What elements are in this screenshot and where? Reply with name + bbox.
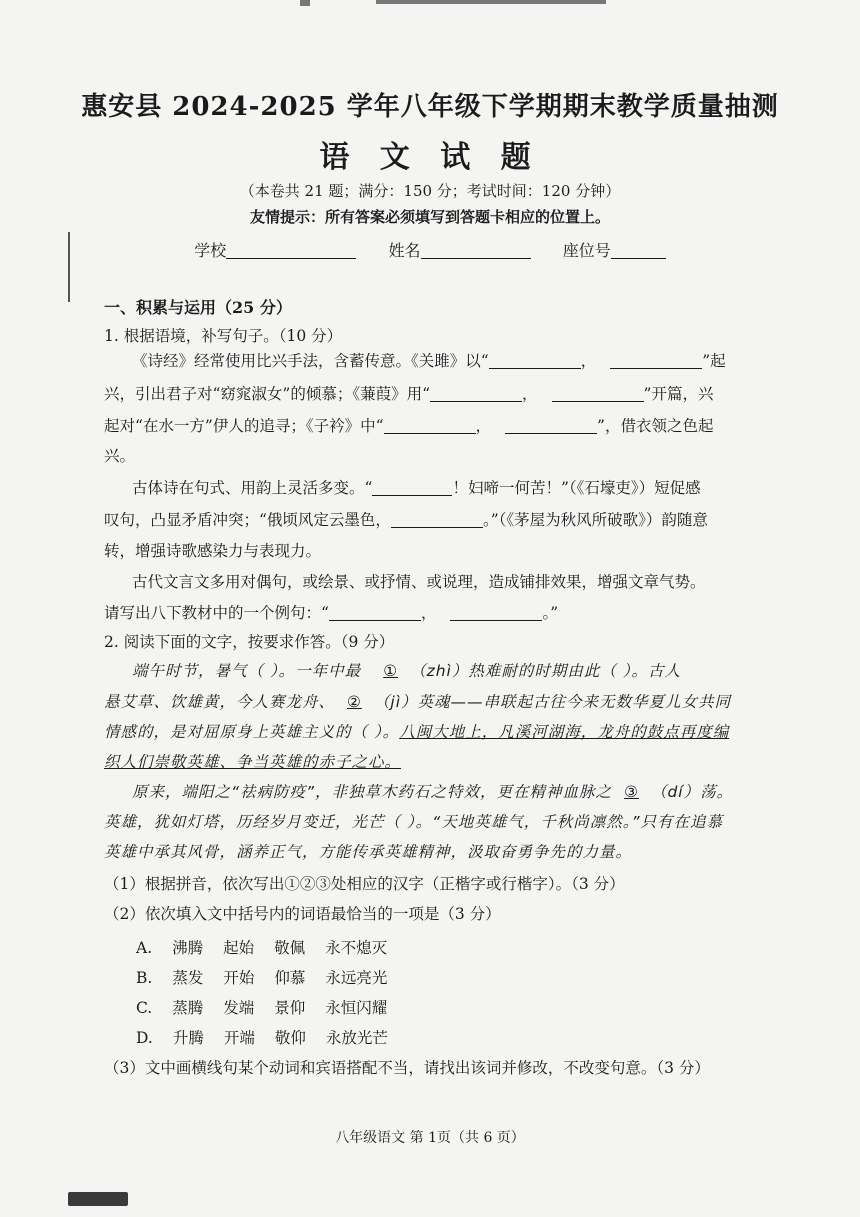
option-a[interactable] (136, 936, 407, 958)
option-d[interactable] (136, 1026, 408, 1048)
char-blank-2[interactable]: ② (347, 693, 362, 711)
text: ！妇啼一何苦！”（《石壕吏》）短促感 (452, 479, 701, 497)
school-label: 学校 (194, 241, 227, 260)
q2-line: 英雄中承其风骨，涵养正气，方能传承英雄精神，汲取奋勇争先的力量。 (104, 843, 633, 861)
answer-blank[interactable] (489, 353, 581, 370)
question-1-title: 1. 根据语境，补写句子。（10 分） (104, 327, 343, 345)
option-word: 蒸腾 (172, 999, 204, 1017)
option-word: 蒸发 (172, 969, 204, 987)
scan-mark (376, 0, 606, 4)
text: ， (522, 385, 538, 403)
exam-title: 惠安县 2024-2025 学年八年级下学期期末教学质量抽测 (81, 92, 779, 122)
option-word: 永远亮光 (325, 969, 388, 987)
option-word: 永放光芒 (325, 1029, 388, 1047)
text: 请写出八下教材中的一个例句：“ (104, 604, 329, 622)
q1-line (104, 597, 558, 630)
friendly-tip: 友情提示：所有答案必须填写到答题卡相应的位置上。 (249, 208, 610, 226)
page-footer: 八年级语文 第 1页（共 6 页） (335, 1130, 525, 1146)
q1-line: 兴。 (104, 447, 136, 465)
exam-info: （本卷共 21 题；满分：150 分；考试时间：120 分钟） (239, 182, 621, 200)
text: 。”（《茅屋为秋风所破歌》）韵随意 (482, 511, 708, 529)
text: 叹句，凸显矛盾冲突；“俄顷风定云墨色， (104, 511, 391, 529)
answer-blank[interactable] (372, 480, 452, 497)
q2-line (104, 746, 401, 779)
q1-line: 转，增强诗歌感染力与表现力。 (104, 542, 322, 560)
q1-line: 古代文言文多用对偶句，或绘景、或抒情、或说理，造成铺排效果，增强文章气势。 (132, 573, 706, 591)
text: ”，借衣领之色起 (597, 417, 714, 435)
option-word: 景仰 (274, 999, 306, 1017)
text: 原来，端阳之“祛病防疫”，非独草木药石之特效，更在精神血脉之 (132, 783, 613, 801)
answer-blank[interactable] (610, 353, 702, 370)
text: （jì）英魂——串联起古往今来无数华夏儿女共同 (373, 693, 732, 711)
option-label: B. (136, 969, 153, 987)
text: ， (580, 352, 597, 370)
question-2-title: 2. 阅读下面的文字，按要求作答。（9 分） (104, 633, 395, 651)
answer-blank[interactable] (430, 386, 522, 403)
sub-question-3: （3）文中画横线句某个动词和宾语搭配不当，请找出该词并修改，不改变句意。（3 分） (104, 1059, 710, 1077)
text: 《诗经》经常使用比兴手法，含蓄传意。《关雎》以“ (132, 352, 489, 370)
underlined-sentence: 八闽大地上，凡溪河湖海，龙舟的鼓点再度编 (399, 723, 730, 741)
q2-line (132, 776, 733, 809)
text: （dí）荡。 (650, 783, 734, 801)
student-info-fields (0, 238, 860, 261)
option-word: 升腾 (172, 1029, 204, 1047)
q2-line (132, 655, 681, 688)
text: 起对“在水一方”伊人的追寻；《子衿》中“ (104, 417, 384, 435)
answer-blank[interactable] (329, 605, 421, 622)
seat-label: 座位号 (562, 241, 611, 260)
text: （zhì）热难耐的时期由此（ ）。古人 (410, 662, 682, 680)
sub-question-2: （2）依次填入文中括号内的词语最恰当的一项是（3 分） (104, 905, 501, 923)
text: ， (475, 417, 492, 435)
section-heading: 一、积累与运用（25 分） (104, 298, 292, 317)
q1-line (104, 378, 713, 411)
name-label: 姓名 (388, 241, 421, 260)
option-word: 仰慕 (274, 969, 306, 987)
answer-blank[interactable] (450, 605, 542, 622)
text: ”开篇，兴 (643, 385, 714, 403)
answer-blank[interactable] (391, 512, 483, 529)
q1-line (132, 345, 726, 378)
q1-line (132, 472, 701, 505)
seat-field[interactable] (611, 242, 666, 259)
answer-blank[interactable] (384, 418, 476, 435)
text: 端午时节，暑气（ ）。一年中最 (132, 662, 362, 680)
q2-line (104, 716, 729, 749)
option-word: 敬仰 (274, 1029, 306, 1047)
answer-blank[interactable] (505, 418, 597, 435)
option-label: A. (136, 939, 153, 957)
text: ， (420, 604, 437, 622)
answer-blank[interactable] (552, 386, 644, 403)
option-word: 起始 (223, 939, 255, 957)
option-word: 发端 (223, 999, 255, 1017)
sub-question-1: （1）根据拼音，依次写出①②③处相应的汉字（正楷字或行楷字）。（3 分） (104, 875, 625, 893)
text: 。” (542, 604, 559, 622)
option-b[interactable] (136, 966, 407, 988)
school-field[interactable] (226, 242, 356, 259)
underlined-sentence: 织人们崇敬英雄、争当英雄的赤子之心。 (104, 753, 402, 771)
text: 兴，引出君子对“窈窕淑女”的倾慕；《蒹葭》用“ (104, 385, 431, 403)
text: 悬艾草、饮雄黄，今人赛龙舟、 (104, 693, 336, 711)
option-word: 敬佩 (274, 939, 306, 957)
option-word: 开始 (223, 969, 255, 987)
scan-binding-mark (68, 1192, 128, 1206)
option-c[interactable] (136, 996, 407, 1018)
text: 古体诗在句式、用韵上灵活多变。“ (132, 479, 373, 497)
char-blank-3[interactable]: ③ (624, 783, 639, 801)
option-word: 沸腾 (172, 939, 204, 957)
scan-mark (300, 0, 310, 6)
subject-title: 语 文 试 题 (319, 140, 541, 175)
option-word: 永不熄灭 (325, 939, 388, 957)
q2-line: 英雄，犹如灯塔，历经岁月变迁，光芒（ ）。“天地英雄气，千秋尚凛然。”只有在追慕 (104, 813, 723, 831)
option-word: 永恒闪耀 (325, 999, 388, 1017)
q1-line (104, 504, 708, 537)
q1-line (104, 410, 713, 443)
text: ”起 (702, 352, 726, 370)
option-word: 开端 (223, 1029, 255, 1047)
q2-line (104, 686, 731, 719)
option-label: D. (136, 1029, 153, 1047)
option-label: C. (136, 999, 153, 1017)
text: 情感的，是对屈原身上英雄主义的（ ）。 (104, 723, 400, 741)
char-blank-1[interactable]: ① (383, 662, 399, 680)
name-field[interactable] (421, 242, 531, 259)
